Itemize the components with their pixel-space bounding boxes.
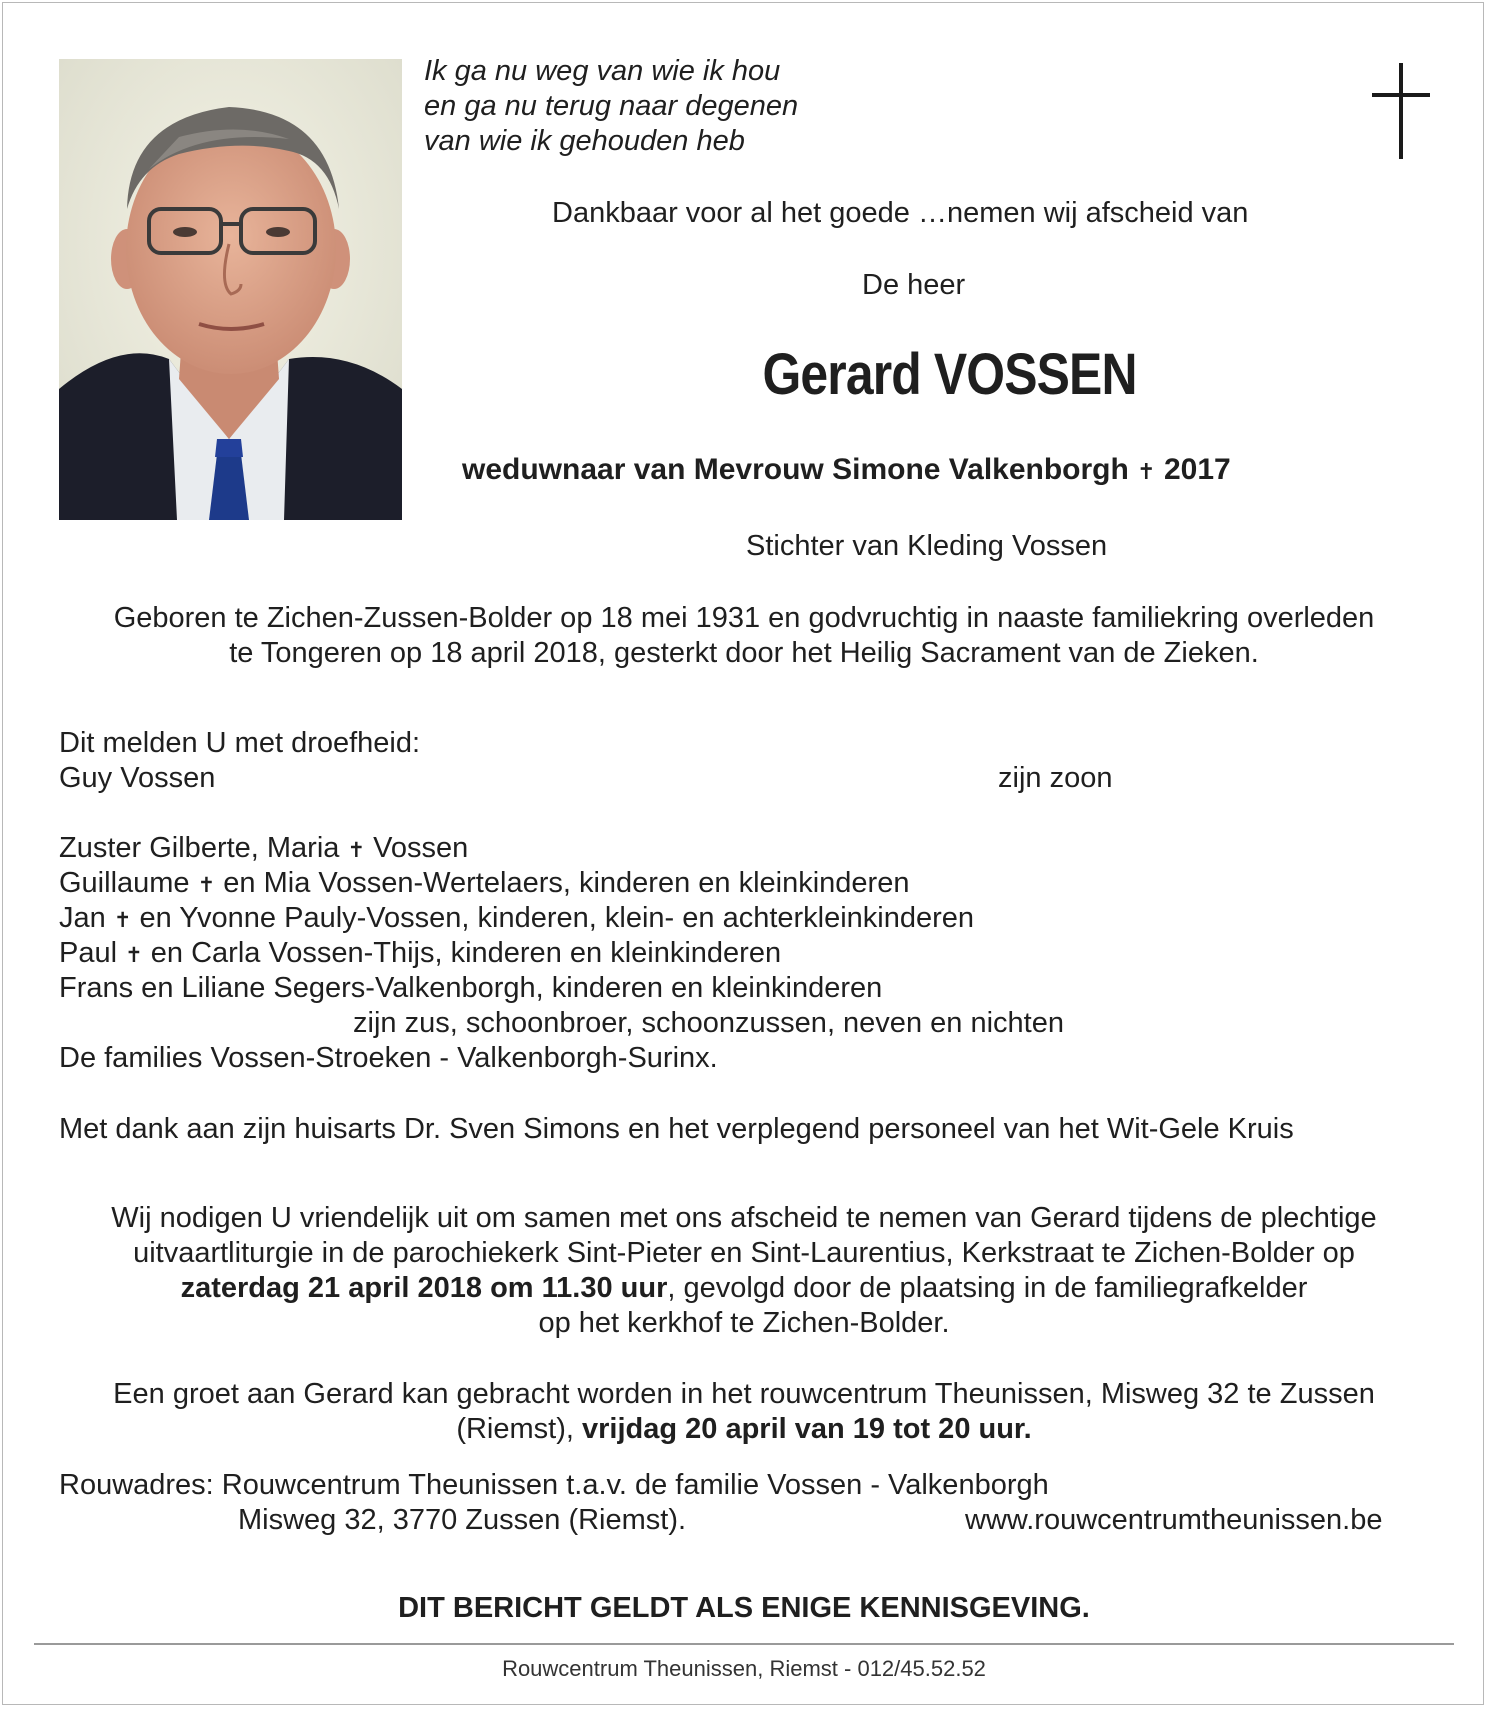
poem-line-3: van wie ik gehouden heb xyxy=(424,125,745,157)
funeral-line-4: op het kerkhof te Zichen-Bolder. xyxy=(538,1307,950,1339)
family-line-1 xyxy=(59,831,468,866)
family-text: Guillaume xyxy=(59,867,198,899)
intro-text: Dankbaar voor al het goede …nemen wij afscheid van xyxy=(552,197,1249,229)
footer-text: Rouwcentrum Theunissen, Riemst - 012/45.52.52 xyxy=(502,1656,986,1681)
footer-divider xyxy=(34,1643,1454,1645)
visit-line-2 xyxy=(0,1412,1488,1447)
family-text: en Yvonne Pauly-Vossen, kinderen, klein- en achterkleinkinderen xyxy=(131,902,975,934)
funeral-date: zaterdag 21 april 2018 om 11.30 uur xyxy=(180,1272,668,1304)
family-line-4 xyxy=(59,936,781,971)
funeral-line-3 xyxy=(0,1271,1488,1306)
family-text: en Carla Vossen-Thijs, kinderen en kleinkinderen xyxy=(142,937,782,969)
funeral-line-1: Wij nodigen U vriendelijk uit om samen met ons afscheid te nemen van Gerard tijdens de plechtige xyxy=(111,1202,1377,1234)
address-line-2: Misweg 32, 3770 Zussen (Riemst). xyxy=(238,1504,687,1536)
funeral-text: , gevolgd door de plaatsing in de familiegrafkelder xyxy=(667,1272,1308,1304)
family-line-7: De families Vossen-Stroeken - Valkenborgh-Surinx. xyxy=(59,1042,718,1074)
poem-line-1: Ik ga nu weg van wie ik hou xyxy=(424,55,781,87)
family-line-2 xyxy=(59,866,909,901)
family-text: Jan xyxy=(59,902,114,934)
family-text: Vossen xyxy=(365,832,469,864)
notice-text: DIT BERICHT GELDT ALS ENIGE KENNISGEVING. xyxy=(398,1592,1090,1624)
visit-text: (Riemst), xyxy=(456,1413,582,1445)
spouse-line xyxy=(462,452,1231,488)
cross-icon: ✝ xyxy=(113,909,132,932)
son-name: Guy Vossen xyxy=(59,762,216,794)
poem-line-2: en ga nu terug naar degenen xyxy=(424,90,799,122)
visit-line-1: Een groet aan Gerard kan gebracht worden in het rouwcentrum Theunissen, Misweg 32 te Zussen xyxy=(113,1378,1375,1410)
family-text: Zuster Gilberte, Maria xyxy=(59,832,348,864)
birth-line-1: Geboren te Zichen-Zussen-Bolder op 18 mei 1931 en godvruchtig in naaste familiekring overleden xyxy=(113,602,1375,634)
deceased-name: Gerard VOSSEN xyxy=(762,342,1137,407)
thanks-text: Met dank aan zijn huisarts Dr. Sven Simons en het verplegend personeel van het Wit-Gele Kruis xyxy=(59,1113,1294,1145)
spouse-year: 2017 xyxy=(1163,453,1231,486)
cross-icon: ✝ xyxy=(197,874,216,897)
cross-icon: ✝ xyxy=(125,944,143,967)
website-link[interactable]: www.rouwcentrumtheunissen.be xyxy=(965,1504,1383,1536)
visit-time: vrijdag 20 april van 19 tot 20 uur. xyxy=(582,1413,1032,1445)
portrait-photo xyxy=(59,59,402,520)
family-text: Paul xyxy=(59,937,126,969)
address-line-1: Rouwadres: Rouwcentrum Theunissen t.a.v. de familie Vossen - Valkenborgh xyxy=(59,1469,1049,1501)
spouse-text: weduwnaar van Mevrouw Simone Valkenborgh xyxy=(462,453,1129,486)
salutation: De heer xyxy=(862,269,966,301)
birth-line-2: te Tongeren op 18 april 2018, gesterkt door het Heilig Sacrament van de Zieken. xyxy=(229,637,1259,669)
family-line-5: Frans en Liliane Segers-Valkenborgh, kinderen en kleinkinderen xyxy=(59,972,883,1004)
family-line-3 xyxy=(59,901,974,936)
funeral-line-2: uitvaartliturgie in de parochiekerk Sint-Pieter en Sint-Laurentius, Kerkstraat te Zichen-Bolder op xyxy=(133,1237,1355,1269)
family-text: en Mia Vossen-Wertelaers, kinderen en kleinkinderen xyxy=(215,867,910,899)
son-relation: zijn zoon xyxy=(998,762,1113,794)
cross-icon: ✝ xyxy=(347,839,366,862)
cross-icon: ✝ xyxy=(1137,459,1156,484)
family-line-6: zijn zus, schoonbroer, schoonzussen, neven en nichten xyxy=(353,1007,1064,1039)
announce-heading: Dit melden U met droefheid: xyxy=(59,727,421,759)
founder-text: Stichter van Kleding Vossen xyxy=(746,530,1108,562)
cross-icon xyxy=(1372,63,1430,159)
